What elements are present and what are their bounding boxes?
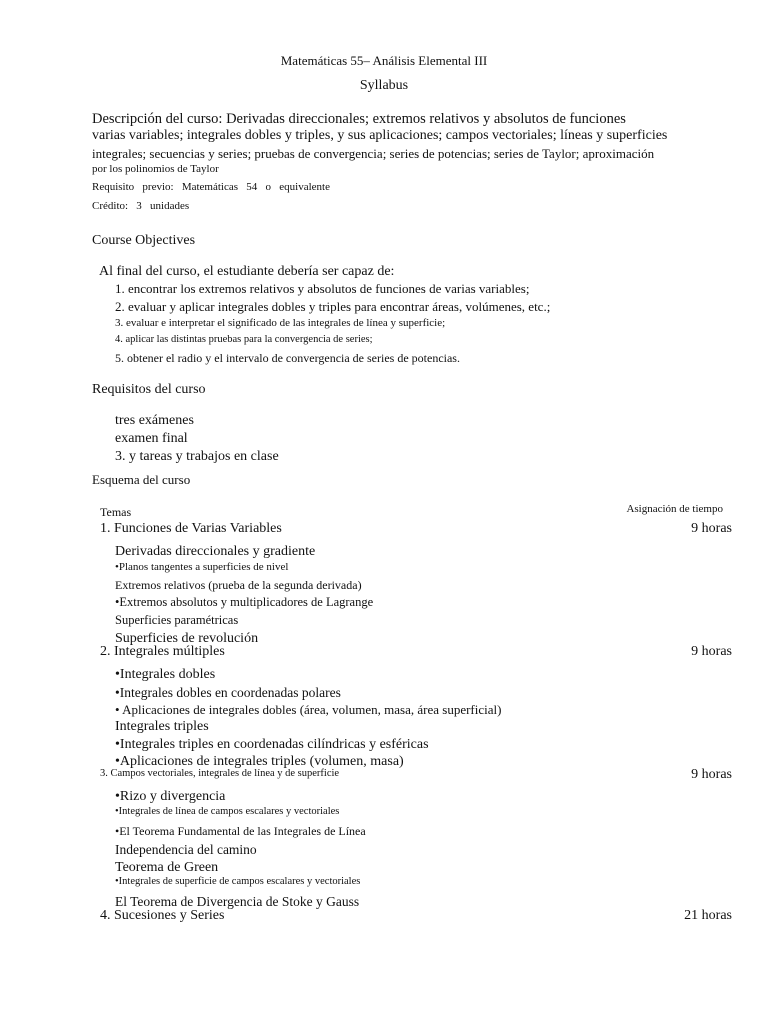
description-line: por los polinomios de Taylor [92,163,219,175]
topic-item: • Aplicaciones de integrales dobles (área, volumen, masa, área superficial) [115,702,502,717]
topic-item: Teorema de Green [115,860,219,875]
topic-item: Derivadas direccionales y gradiente [115,544,316,559]
section-title: 2. Integrales múltiples [100,644,225,659]
section-title: 3. Campos vectoriales, integrales de línea y de superficie [100,768,340,779]
topic-item: •Integrales de superficie de campos escalares y vectoriales [115,876,361,887]
topic-item: •Planos tangentes a superficies de nivel [115,561,289,573]
topic-item: •Rizo y divergencia [115,789,226,804]
requirement-item: examen final [115,431,188,446]
objectives-heading: Course Objectives [92,233,196,248]
requirement-item: 3. y tareas y trabajos en clase [115,449,279,464]
objective-item: 5. obtener el radio y el intervalo de convergencia de series de potencias. [115,351,460,365]
topic-item: Integrales triples [115,719,209,734]
topic-item: Extremos relativos (prueba de la segunda derivada) [115,578,362,592]
description-line: varias variables; integrales dobles y triples, y sus aplicaciones; campos vectoriales; líneas y superficies [92,128,668,143]
section-title: 1. Funciones de Varias Variables [100,521,282,536]
topic-item: Superficies paramétricas [115,613,239,627]
topic-item: •Integrales triples en coordenadas cilíndricas y esféricas [115,737,429,752]
objective-item: 4. aplicar las distintas pruebas para la convergencia de series; [115,334,373,345]
outline-col-topics: Temas [100,505,132,519]
requirements-heading: Requisitos del curso [92,382,206,397]
objectives-intro: Al final del curso, el estudiante debería ser capaz de: [99,264,395,279]
objective-item: 2. evaluar y aplicar integrales dobles y triples para encontrar áreas, volúmenes, etc.; [115,299,551,314]
section-hours: 9 horas [691,767,732,782]
outline-heading: Esquema del curso [92,472,191,487]
topic-item: •Integrales de línea de campos escalares y vectoriales [115,806,340,817]
topic-item: •Integrales dobles en coordenadas polares [115,685,341,700]
topic-item: •Aplicaciones de integrales triples (volumen, masa) [115,754,404,769]
section-hours: 9 horas [691,521,732,536]
description-line: integrales; secuencias y series; pruebas de convergencia; series de potencias; series de Taylor; aproximación [92,146,655,161]
requirement-item: tres exámenes [115,413,194,428]
topic-item: •Extremos absolutos y multiplicadores de Lagrange [115,595,374,609]
credit-text: Crédito: 3 unidades [92,200,190,212]
prerequisite-text: Requisito previo: Matemáticas 54 o equivalente [92,181,330,193]
outline-col-time: Asignación de tiempo [626,503,723,515]
topic-item: •Integrales dobles [115,667,216,682]
document-title: Matemáticas 55– Análisis Elemental III [280,53,488,68]
objective-item: 1. encontrar los extremos relativos y absolutos de funciones de varias variables; [115,281,530,296]
description-line: Descripción del curso: Derivadas direccionales; extremos relativos y absolutos de funciones [92,111,626,127]
topic-item: •El Teorema Fundamental de las Integrales de Línea [115,824,366,838]
topic-item: Independencia del camino [115,842,257,857]
objective-item: 3. evaluar e interpretar el significado de las integrales de línea y superficie; [115,317,446,329]
section-title: 4. Sucesiones y Series [100,908,225,923]
topic-item: El Teorema de Divergencia de Stoke y Gauss [115,894,360,909]
section-hours: 9 horas [691,644,732,659]
document-subtitle: Syllabus [359,78,409,93]
topic-item: Superficies de revolución [115,631,259,646]
section-hours: 21 horas [684,908,732,923]
